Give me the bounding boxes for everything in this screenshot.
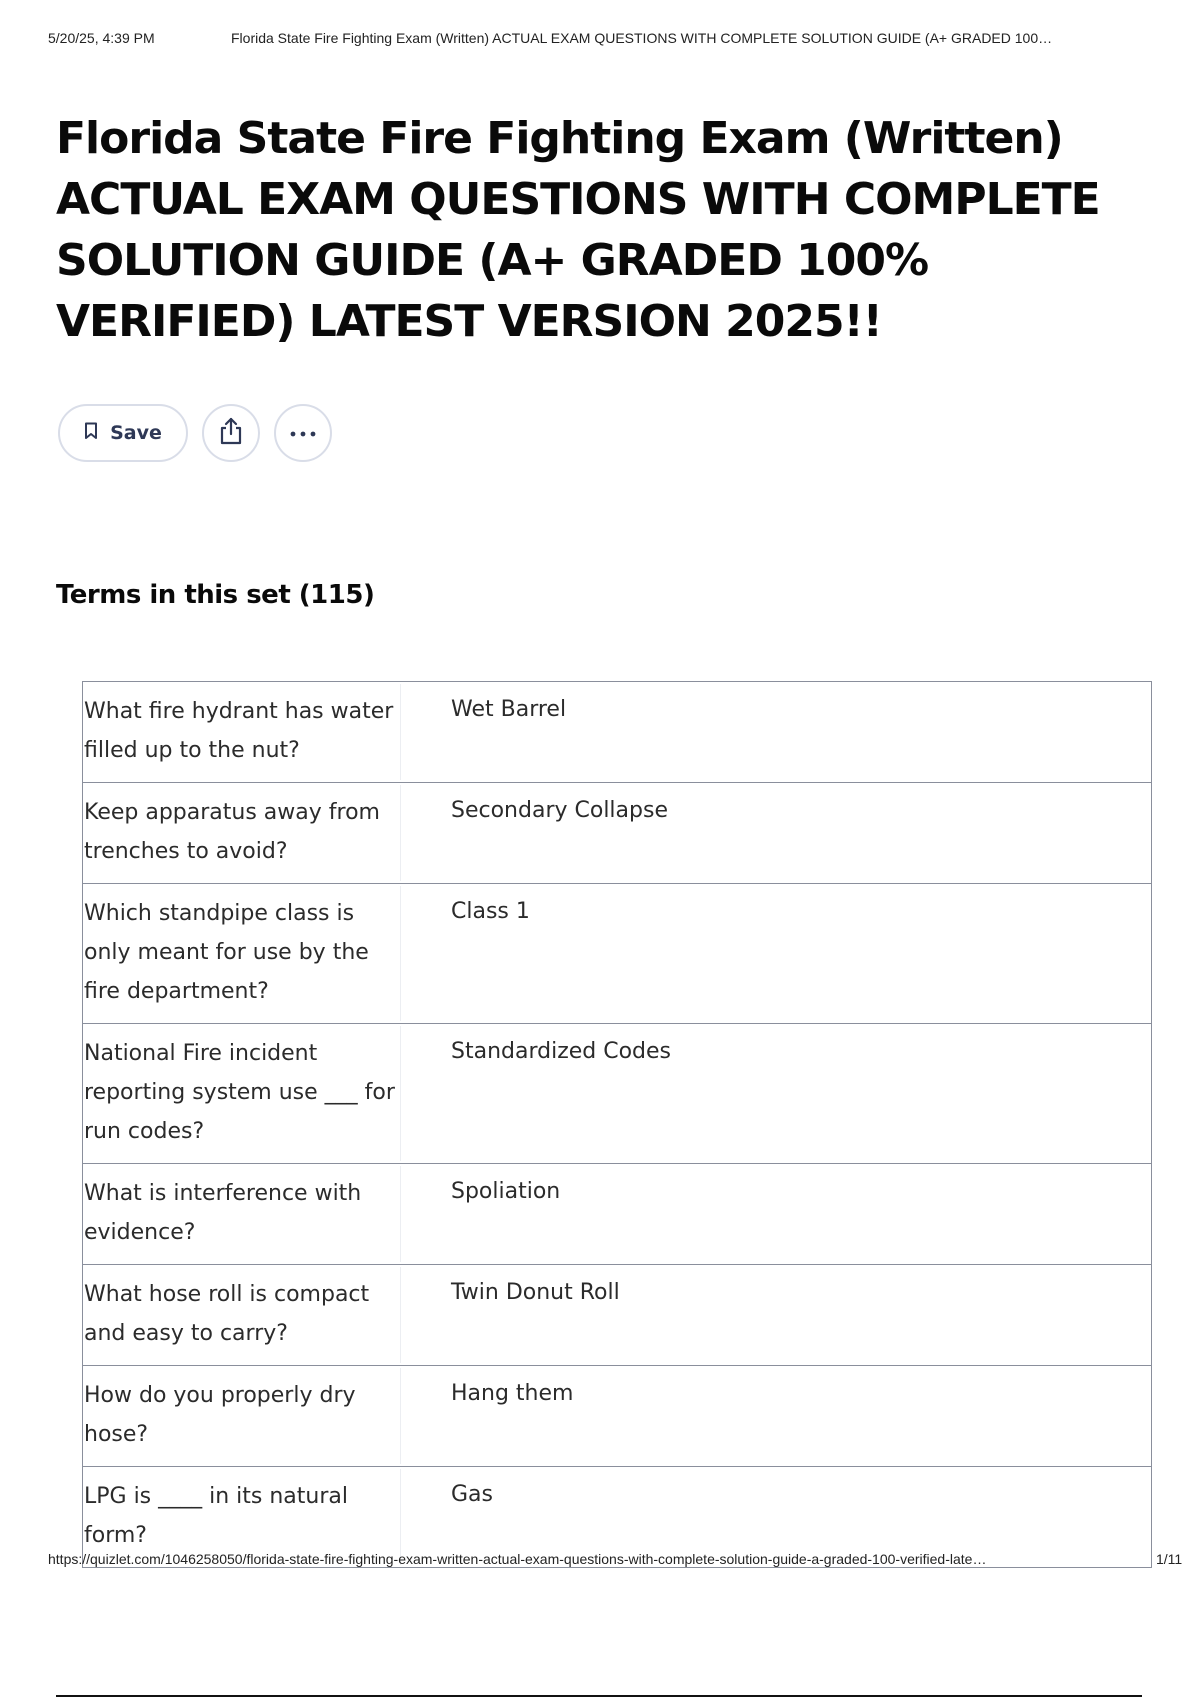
term-question: How do you properly dry hose? [83,1368,401,1464]
print-date: 5/20/25, 4:39 PM [48,30,155,46]
term-question: Keep apparatus away from trenches to avoid? [83,785,401,881]
term-row [83,682,1151,782]
term-answer: Gas [451,1482,493,1507]
more-options-button[interactable] [274,404,332,462]
share-button[interactable] [202,404,260,462]
term-row [83,883,1151,1023]
divider [56,1695,1142,1697]
term-answer: Secondary Collapse [451,798,668,823]
term-question: What hose roll is compact and easy to carry? [83,1267,401,1363]
term-row [83,1023,1151,1163]
share-icon [218,417,244,450]
print-header [48,30,1180,50]
term-answer: Twin Donut Roll [451,1280,620,1305]
save-label: Save [110,422,162,444]
term-row [83,782,1151,883]
term-row [83,1264,1151,1365]
page-title: Florida State Fire Fighting Exam (Written) ACTUAL EXAM QUESTIONS WITH COMPLETE SOLUTION GUIDE (A+ GRADED 100% VERIFIED) LATEST VERSION 2025!! [56,113,1100,347]
print-doc-title: Florida State Fire Fighting Exam (Written) ACTUAL EXAM QUESTIONS WITH COMPLETE SOLUTION GUIDE (A+ GRADED 100… [231,30,1053,46]
term-question: National Fire incident reporting system use ___ for run codes? [83,1026,401,1161]
term-question: What is interference with evidence? [83,1166,401,1262]
print-footer [48,1551,1183,1571]
more-icon [289,424,317,442]
terms-heading: Terms in this set (115) [56,580,375,610]
term-answer: Standardized Codes [451,1039,672,1064]
term-answer: Class 1 [451,899,530,924]
term-question: LPG is ____ in its natural form? [83,1469,401,1565]
term-row [83,1163,1151,1264]
print-url: https://quizlet.com/1046258050/florida-state-fire-fighting-exam-written-actual-exam-questions-with-complete-solution-guide-a-graded-100-verified-late… [48,1551,987,1567]
term-answer: Spoliation [451,1179,561,1204]
term-answer: Wet Barrel [451,697,567,722]
save-button[interactable] [58,404,188,462]
bookmark-icon [84,422,98,445]
page-number: 1/11 [1156,1551,1183,1567]
term-question: Which standpipe class is only meant for use by the fire department? [83,886,401,1021]
terms-table [82,681,1152,1568]
term-row [83,1365,1151,1466]
term-answer: Hang them [451,1381,574,1406]
term-question: What fire hydrant has water filled up to the nut? [83,684,401,780]
